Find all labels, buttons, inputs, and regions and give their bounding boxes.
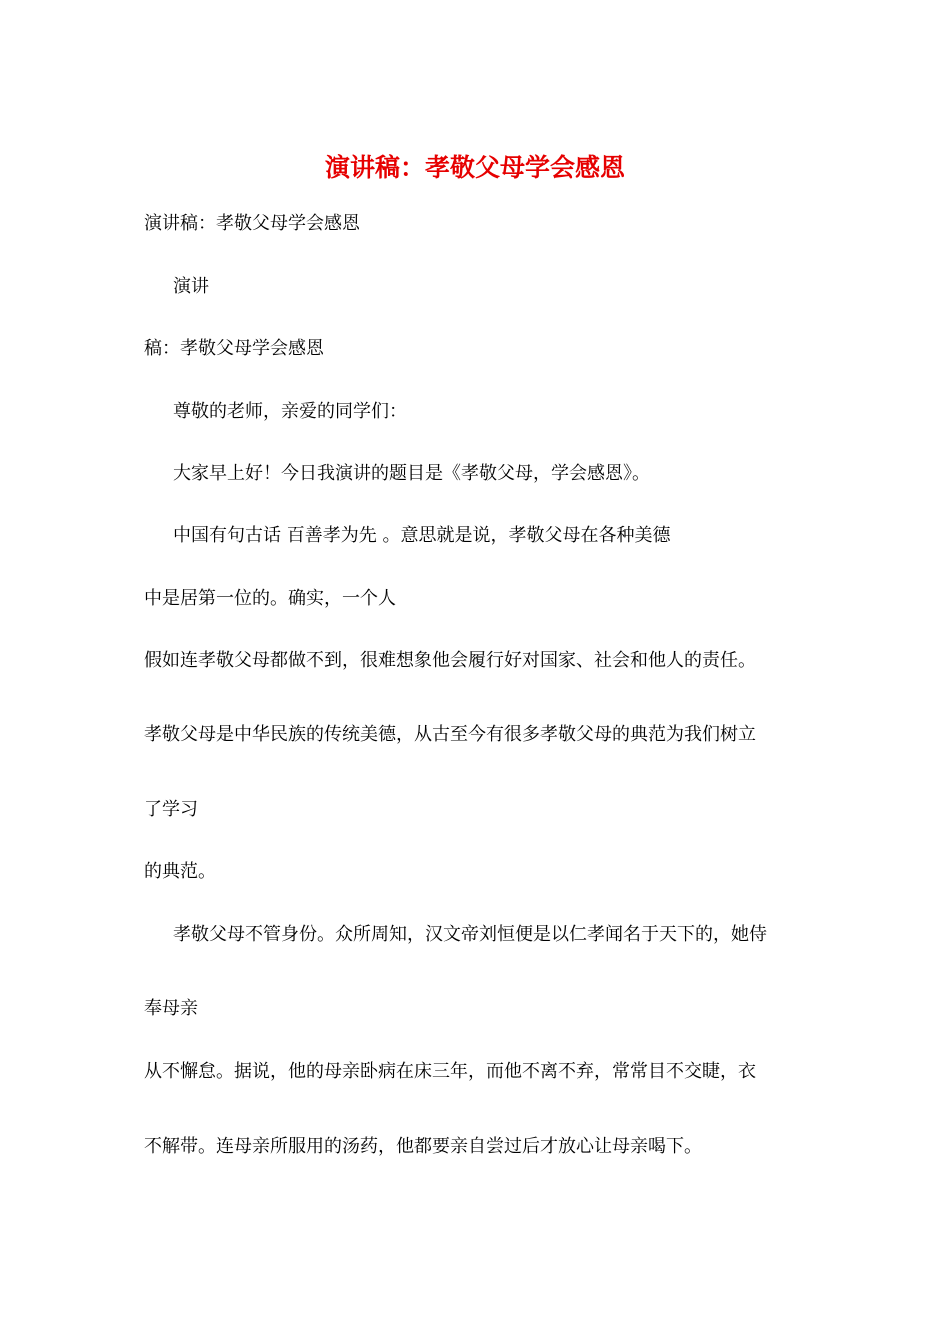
body-line-8: 假如连孝敬父母都做不到，很难想象他会履行好对国家、社会和他人的责任。 xyxy=(144,650,756,671)
body-line-13: 奉母亲 xyxy=(144,998,198,1019)
body-line-10: 了学习 xyxy=(144,799,198,820)
body-line-6: 中国有句古话 百善孝为先 。意思就是说，孝敬父母在各种美德 xyxy=(173,525,671,546)
body-line-3: 稿：孝敬父母学会感恩 xyxy=(144,338,324,359)
body-line-12: 孝敬父母不管身份。众所周知，汉文帝刘恒便是以仁孝闻名于天下的，她侍 xyxy=(173,924,767,945)
body-line-4: 尊敬的老师，亲爱的同学们： xyxy=(173,401,407,422)
body-line-14: 从不懈怠。据说，他的母亲卧病在床三年，而他不离不弃，常常目不交睫，衣 xyxy=(144,1061,756,1082)
body-line-9: 孝敬父母是中华民族的传统美德，从古至今有很多孝敬父母的典范为我们树立 xyxy=(144,724,756,745)
body-line-11: 的典范。 xyxy=(144,861,216,882)
body-line-7: 中是居第一位的。确实，一个人 xyxy=(144,588,396,609)
body-line-1: 演讲稿：孝敬父母学会感恩 xyxy=(144,213,360,234)
body-line-5: 大家早上好！今日我演讲的题目是《孝敬父母，学会感恩》。 xyxy=(173,463,650,484)
body-line-2: 演讲 xyxy=(173,276,209,297)
document-title: 演讲稿：孝敬父母学会感恩 xyxy=(324,153,625,182)
body-line-15: 不解带。连母亲所服用的汤药，他都要亲自尝过后才放心让母亲喝下。 xyxy=(144,1136,702,1157)
